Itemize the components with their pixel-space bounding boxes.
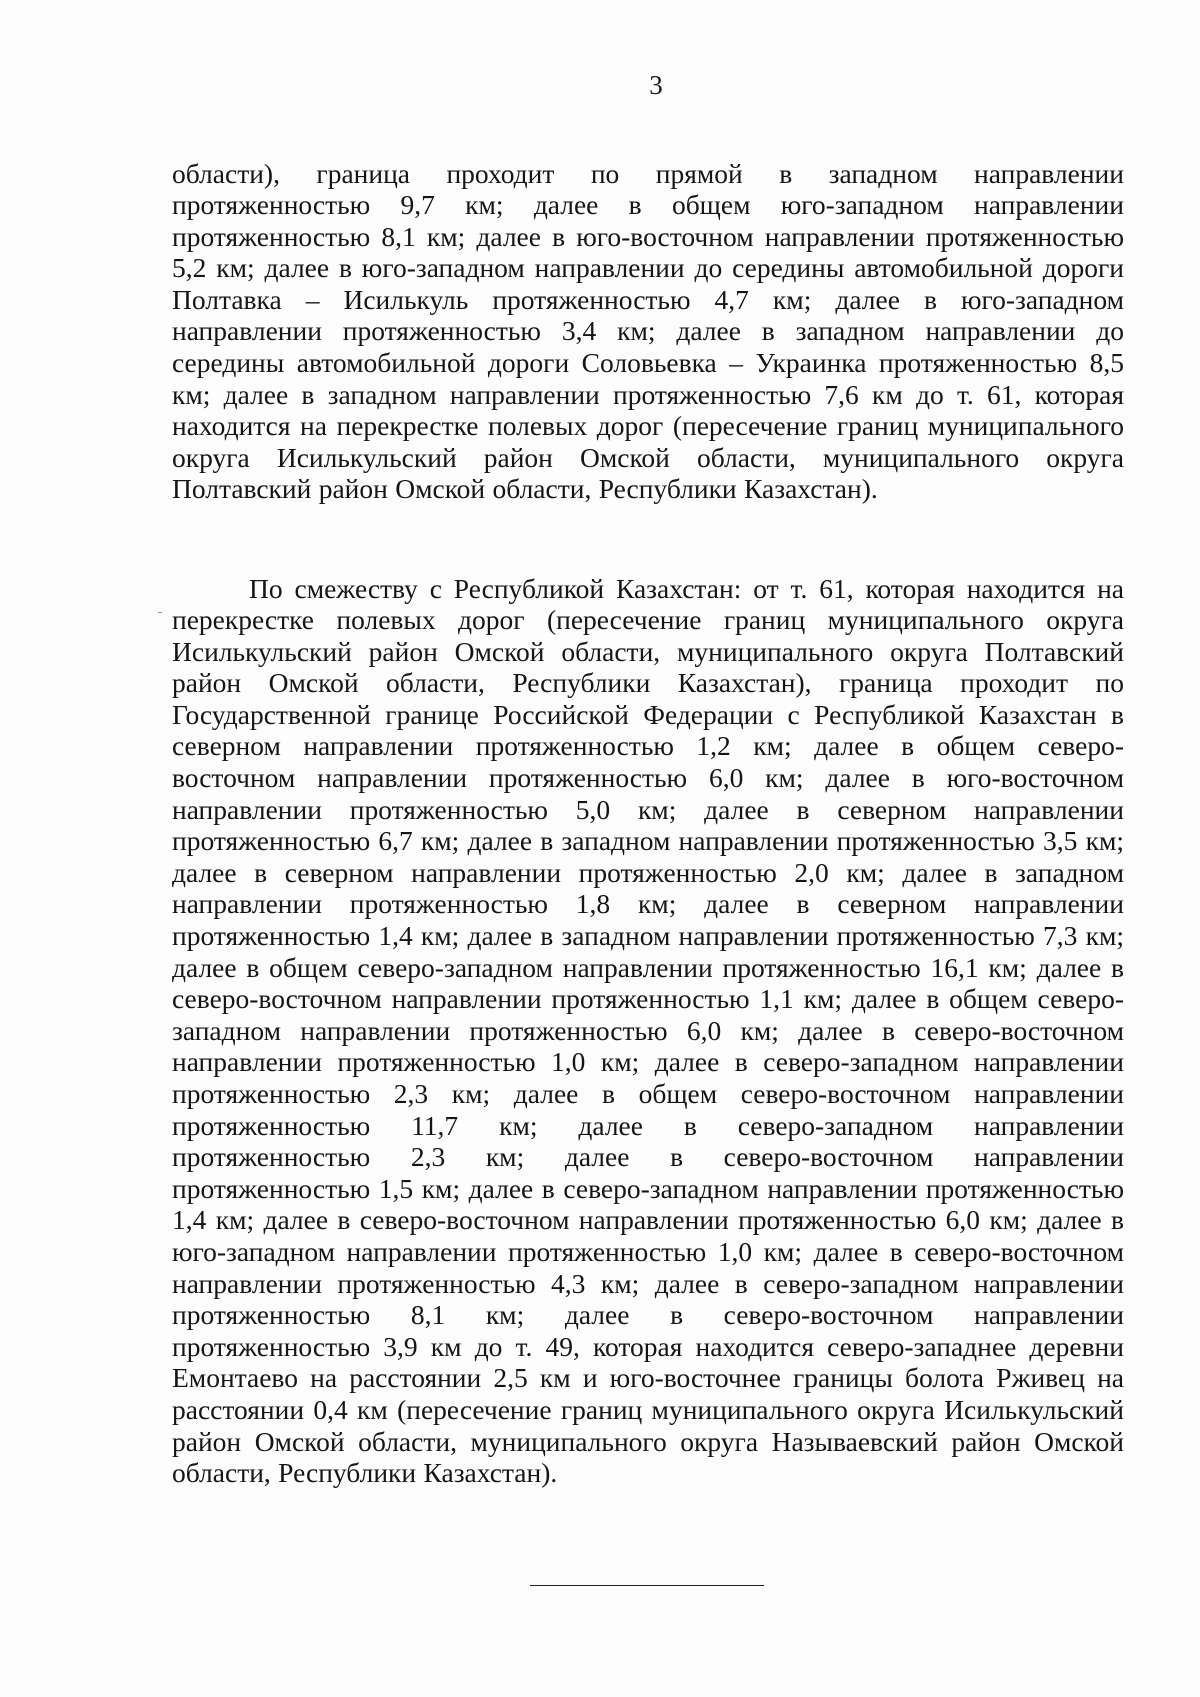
paragraph-boundary-continuation: области), граница проходит по прямой в западном направлении протяженностью 9,7 км; далее в общем юго-западном направлении протяженностью 8,1 км; далее в юго-восточном направлении протяженностью 5,2 км; далее в юго-западном направлении до середины автомобильной дороги Полтавка – Исилькуль протяженностью 4,7 км; далее в юго-западном направлении протяженностью 3,4 км; далее в западном направлении до середины автомобильной дороги Соловьевка – Украинка протяженностью 8,5 км; далее в западном направлении протяженностью 7,6 км до т. 61, которая находится на перекрестке полевых дорог (пересечение границ муниципального округа Исилькульский район Омской области, муниципального округа Полтавский район Омской области, Республики Казахстан). [172, 157, 1124, 505]
page-number: 3 [649, 70, 663, 100]
paragraph-kazakhstan-border: По смежеству с Республикой Казахстан: от т. 61, которая находится на перекрестке полевых дорог (пересечение границ муниципального округа Исилькульский район Омской области, муниципального округа Полтавский район Омской области, Республики Казахстан), граница проходит по Государственной границе Российской Федерации с Республикой Казахстан в северном направлении протяженностью 1,2 км; далее в общем северо-восточном направлении протяженностью 6,0 км; далее в юго-восточном направлении протяженностью 5,0 км; далее в северном направлении протяженностью 6,7 км; далее в западном направлении протяженностью 3,5 км; далее в северном направлении протяженностью 2,0 км; далее в западном направлении протяженностью 1,8 км; далее в северном направлении протяженностью 1,4 км; далее в западном направлении протяженностью 7,3 км; далее в общем северо-западном направлении протяженностью 16,1 км; далее в северо-восточном направлении протяженностью 1,1 км; далее в общем северо-западном направлении протяженностью 6,0 км; далее в северо-восточном направлении протяженностью 1,0 км; далее в северо-западном направлении протяженностью 2,3 км; далее в общем северо-восточном направлении протяженностью 11,7 км; далее в северо-западном направлении протяженностью 2,3 км; далее в северо-восточном направлении протяженностью 1,5 км; далее в северо-западном направлении протяженностью 1,4 км; далее в северо-восточном направлении протяженностью 6,0 км; далее в юго-западном направлении протяженностью 1,0 км; далее в северо-восточном направлении протяженностью 4,3 км; далее в северо-западном направлении протяженностью 8,1 км; далее в северо-восточном направлении протяженностью 3,9 км до т. 49, которая находится северо-западнее деревни Емонтаево на расстоянии 2,5 км и юго-восточнее границы болота Рживец на расстоянии 0,4 км (пересечение границ муниципального округа Исилькульский район Омской области, муниципального округа Называевский район Омской области, Республики Казахстан). [172, 572, 1124, 1489]
end-of-text-rule [530, 1585, 764, 1586]
scan-artifact-mark [158, 612, 162, 613]
